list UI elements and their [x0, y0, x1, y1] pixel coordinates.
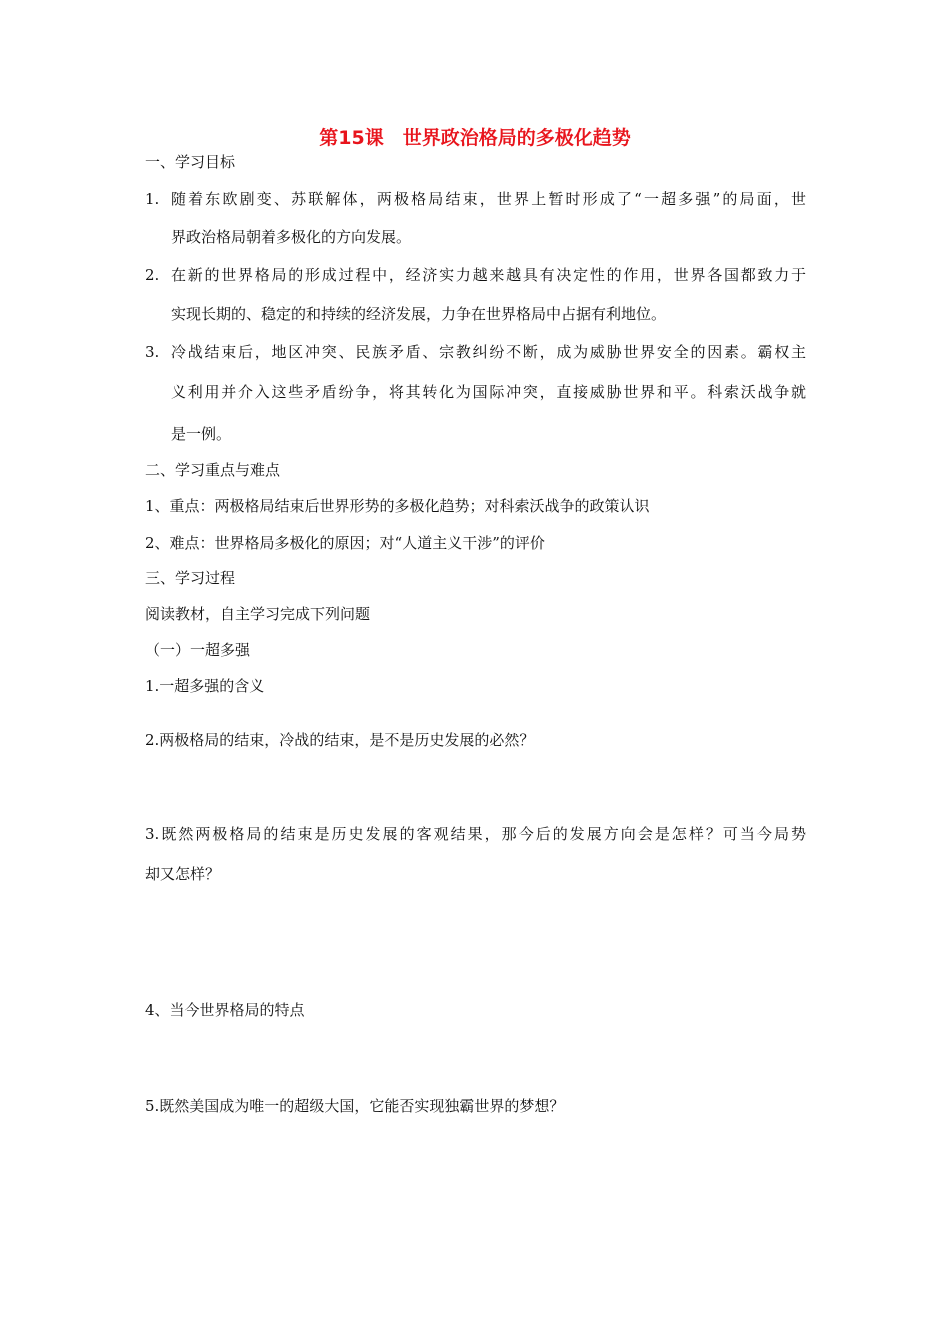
section-heading-process: 三、学习过程: [145, 569, 236, 587]
goal-2-number: 2.: [145, 266, 160, 284]
section-heading-key-points: 二、学习重点与难点: [145, 461, 281, 479]
goal-2-line-1: 在新的世界格局的形成过程中，经济实力越来越具有决定性的作用，世界各国都致力于: [171, 266, 806, 284]
question-3-line-1: 3.既然两极格局的结束是历史发展的客观结果，那今后的发展方向会是怎样？可当今局势: [145, 825, 806, 843]
question-1: 1.一超多强的含义: [145, 677, 265, 695]
goal-2-line-2: 实现长期的、稳定的和持续的经济发展，力争在世界格局中占据有利地位。: [171, 305, 667, 323]
goal-3-line-3: 是一例。: [171, 425, 232, 443]
goal-3-line-1: 冷战结束后，地区冲突、民族矛盾、宗教纠纷不断，成为威胁世界安全的因素。霸权主: [171, 343, 806, 361]
goal-3-number: 3.: [145, 343, 160, 361]
process-intro: 阅读教材，自主学习完成下列问题: [145, 605, 371, 623]
goal-1-number: 1.: [145, 190, 160, 208]
section-heading-goals: 一、学习目标: [145, 153, 236, 171]
goal-3-line-2: 义利用并介入这些矛盾纷争，将其转化为国际冲突，直接威胁世界和平。科索沃战争就: [171, 383, 806, 401]
key-point-focus: 1、重点：两极格局结束后世界形势的多极化趋势；对科索沃战争的政策认识: [145, 497, 650, 515]
page-title: 第15课 世界政治格局的多极化趋势: [319, 127, 631, 149]
question-5: 5.既然美国成为唯一的超级大国，它能否实现独霸世界的梦想？: [145, 1097, 565, 1115]
goal-1-line-1: 随着东欧剧变、苏联解体，两极格局结束，世界上暂时形成了“一超多强”的局面，世: [171, 190, 806, 208]
subsection-heading: （一）一超多强: [145, 641, 251, 659]
goal-1-line-2: 界政治格局朝着多极化的方向发展。: [171, 228, 412, 246]
key-point-difficulty: 2、难点：世界格局多极化的原因；对“人道主义干涉”的评价: [145, 534, 545, 552]
question-3-line-2: 却又怎样？: [145, 865, 221, 883]
question-2: 2.两极格局的结束，冷战的结束，是不是历史发展的必然？: [145, 731, 535, 749]
question-4: 4、当今世界格局的特点: [145, 1001, 305, 1019]
